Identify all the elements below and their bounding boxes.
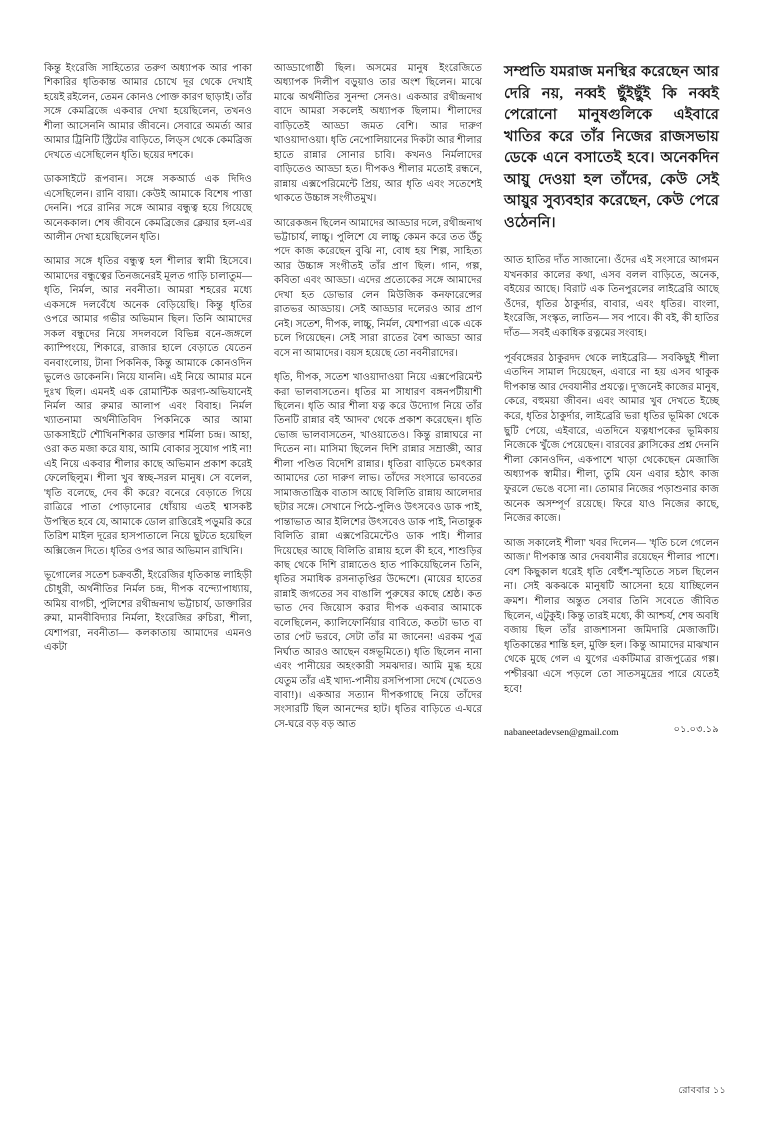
paragraph: কিন্তু ইংরেজি সাহিত্যের তরুণ অধ্যাপক আর পাকা শিকারির ধৃতিকান্ত আমার চোখে দূর থেকে দেখাই হয়েই রইলেন, তেমন কোনও পোক্ত কারণ ছাড়াই। তাঁর সঙ্গে কেমব্রিজে একবার দেখা হয়েছিলেন, তখনও শীলা আসেননি আমার জীবনে। সেবারে অমর্ত্য আর আমার ট্রিনিটি স্ট্রিটের বাড়িতে, লিড্‌স থেকে কেমব্রিজ দেখতে এসেছিলেন ধৃতি। ছয়ের দশকে। bbox=[44, 63, 252, 161]
paragraph: আজ সকালেই শীলা' খবর দিলেন— 'ধৃতি চলে গেলেন আজ।' দীপকাস্ত আর দেবযানীর রয়েছেন শীলার পাশে। বেশ কিছুকাল ধরেই ধৃতি বেহুঁশ-স্মৃতিতে সচল ছিলেন না। সেই ঝকঝকে মানুষটি আসেনা হয়ে যাচ্ছিলেন ক্রমশ। শীলার অন্তুত সেবার তিনি সবেতে জীবিত ছিলেন, এটুকুই। কিন্তু তারই মধ্যে, কী আশ্চর্য, শেষ অবধি বজায় ছিল তাঁর রাজশাসনা জমিদারি মেজাজটি। ধৃতিকান্তের শান্তি হল, মুক্তি হল। কিন্তু আমাদের মাঝখান থেকে মুছে গেল এ যুগের একটিমাত্র রাজপুত্রের গল্প। পশ্চীরঝা এসে পড়লে তো সাতসমুদ্রের পারে যেতেই হবে! bbox=[504, 537, 719, 695]
paragraph: ধৃতি, দীপক, সতেশ খাওয়াদাওয়া নিয়ে এক্সপেরিমেন্ট করা ভালবাসতেন। ধৃতির মা সাধারণ বঙ্গনপটীয়াশী ছিলেন। ধৃতি আর শীলা যত্ন করে উদ্যোগ নিয়ে তাঁর তিনটি রান্নার বই 'আদব' থেকে প্রকাশ করেছেন। ধৃতি ভোজ ভালবাসতেন, খাওয়াতেও। কিন্তু রান্নাঘরে না দিতেন না। মাসিমা ছিলেন দিশি রান্নার সম্রাজ্ঞী, আর শীলা পণ্ডিত বিদেশি রান্নার। ধৃতিরা বাড়িতে চমৎকার আমাদের তো দারুণ লাভ। তাঁদের সংসারে ভাবতের সামাজতান্ত্রিক বাতাস আছে বিলিতি রান্নায় আলেদার ছটার সঙ্গে। সেখানে পিঠে-পুলিও উৎসবেও ডাক পাই, পান্তাভাত আর ইলিশের উৎসবেও ডাক পাই, নিতান্তুক বিলিতি রান্না এক্সপেরিমেন্টেও ডাক পাই। শীলার দিয়েছের আছে বিলিতি রান্নায় হলে কী হবে, শাশুড়ির কাছ থেকে দিশি রান্নাতেও হাত পাকিয়েছিলেন তিনি, ধৃতির সমাধিক রসনাতৃপ্তির উদ্দেশে। (মায়ের হাতের রান্নাই জগতের সব বাঙালি পুরুষের কাছে শ্রেষ্ঠ। কত ভাত দেব জিয়োস করার দীপক একবার আমাকে বলেছিলেন, ক্যালিফোর্নিয়ার বাবিতে, কতটা ভাত বা তার পেট ভরবে, সেটা তাঁর মা জানেন! এরকম পুত্র নির্ঘাত আরও আছেন বঙ্গভূমিতে।) ধৃতি ছিলেন নানা এবং পানীয়ের অহংকারী সমঝদার। আমি মুগ্ধ হয়ে যেতুম তাঁর এই খাদ্য-পানীয় রসপিপাসা দেখে (খেতেও বাবা!)। একআর সত্যান দীপকগাছে নিয়ে তাঁদের সংসারটি ছিল আনন্দের হাট। ধৃতির বাড়িতে এ-ঘরে সে-ঘরে বড় বড় আত bbox=[274, 372, 482, 730]
article-columns bbox=[44, 62, 726, 1057]
column-three bbox=[504, 62, 719, 1057]
page-footer: রোববার ১১ bbox=[678, 1085, 726, 1096]
paragraph: ডাকসাইটে রূপবান। সঙ্গে সকআর্ড এক দিদিও এসেছিলেন। রানি বায়া। কেউই আমাকে বিশেষ পাত্তা দেননি। পরে রানির সঙ্গে আমার বন্ধুত্ব হয়ে গিয়েছে অনেককাল। শেষ জীবনে কেমব্রিজের ক্লেয়ার হল-এর আলীন দেখা হয়েছিলেন ধৃতি। bbox=[44, 174, 252, 243]
paragraph: ভূগোলের সতেশ চক্রবর্তী, ইংরেজির ধৃতিকান্ত লাহিড়ী চৌধুরী, অর্থনীতির নির্মল চন্দ্র, দীপক বন্দ্যোপাধ্যায়, অমিয় বাগচী, পুলিশের রথীন্দ্রনাথ ভট্টাচার্য, ডাক্তারির রুমা, মানবীবিদ্যার নির্মলা, ইংরেজির রুচিরা, শীলা, যেশাপরা, নবনীতা— কলকাতায় আমাদের এমনও একটা bbox=[44, 569, 252, 654]
paragraph: আড্ডাগোষ্ঠী ছিল। অসমের মানুষ ইংরেজিতে অধ্যাপক দিলীপ বড়ুয়াও তার অংশ ছিলেন। মাঝে মাঝে অর্থনীতির সুনন্দা সেনও। একআর রথীন্দ্রনাথ বাদে আমরা সকলেই অধ্যাপক ছিলাম। শীলাদের বাড়িতেই আড্ডা জমত বেশি। আর দারুণ খাওয়াদাওয়া। ধৃতি নেপোলিয়ানের দিকটা আর শীলার হাতে রান্নার সোনার চাবি। কখনও নির্মলাদের বাড়িতেও আড্ডা হত। দীপকও শীলার মতোই রন্ধনে, রান্নায় এক্সপেরিমেন্টে প্রিয়, আর ধৃতি এবং সতেশেই থাকতে উচ্চাঙ্গ সংগীতমুখ। bbox=[274, 63, 482, 205]
paragraph: আত হাতির দাঁত সাজানো। ওঁদের এই সংসারে আগমন যখনকার কালের কথা, এসব বলল বাড়িতে, অনেক, বইয়ের আছে। বিরাট এক তিনপুরলের লাইব্রেরি আছে ওঁদের, ধৃতির ঠাকুর্দার, বাবার, এবং ধৃতির। বাংলা, ইংরেজি, সংস্কৃত, লাতিন— সব পাবে। কী বই, কী হাতির দাঁত— সবই একাধিক রত্নমের সংবাহ। bbox=[504, 255, 719, 339]
paragraph: আরেকজন ছিলেন আমাদের আড্ডার দলে, রথীন্দ্রনাথ ভট্টাচার্য, লাচ্চু। পুলিশে যে লাচ্চু কেমন করে তত উঁচু পদে কাজ করেছেন বুঝি না, বোধ হয় শিল্প, সাহিত্য আর উচ্চাঙ্গ সংগীতই তাঁর প্রাণ ছিল। গান, গল্প, কবিতা এবং আড্ডা। এদের প্রত্যেকের সঙ্গে আমাদের দেখা হত ডোভার লেন মিউজিক কনফারেন্সের রাতভর আড্ডায়। সেই আড্ডার দলেরও আর প্রাণ নেই। সতেশ, দীপক, লাচ্চু, নির্মল, যেশাপরা একে একে চলে গিয়েছেন। সেই সারা রাতের বৈশ আড্ডা আর বসে না আমাদের। বয়স হয়েছে তো নবনীরাদের। bbox=[274, 217, 482, 359]
column-two bbox=[274, 62, 482, 1057]
column-one bbox=[44, 62, 252, 1057]
paragraph: পূর্ববঙ্গেরর ঠাকুরদদ থেকে লাইব্রেরি— সবকিছুই শীলা এতদিন সামাল দিয়েছেন, এবারে না হয় এসব থাকুক দীপকান্ত আর দেবযানীর প্রযত্নে। দু'জনেই কাজের মানুষ, কেরে, বহুময়া জীবন। এবং আমার খুব দেখতে ইচ্ছে করে, ধৃতির ঠাকুর্দার, লাইব্রেরি ভরা ধৃতির ভূমিকা থেকে ছুটি পেয়ে, এইবারে, এতদিনে যত্নধাপকের ভূমিকায় নিজেকে খুঁজে পেয়েছেন। বারবের ক্লাসিকের প্রশ্ন দেননি শীলা কোনওদিন, একপাশে খাড়া থেকেছেন মেজাজি অধ্যাপক স্বামীর। শীলা, তুমি যেন এবার হঠাৎ কাজ ফুরলে ভেঙে বসো না। তোমার নিজের পড়াশুনার কাজ অনেক অসম্পূর্ণ রয়েছে। ফিরে যাও নিজের কাছে, নিজের কাজে। bbox=[504, 352, 719, 525]
author-email[interactable]: nabaneetadevsen@gmail.com bbox=[504, 727, 619, 739]
paragraph: আমার সঙ্গে ধৃতির বন্ধুত্ব হল শীলার স্বামী হিসেবে। আমাদের বন্ধুত্বের তিনজনেরই মূলত গাড়ি চালাতুম— ধৃতি, নির্মল, আর নবনীতা। আমরা শহরের মধ্যে একসঙ্গে দলবেঁধে অনেক বেড়িয়েছি। কিন্তু ধৃতির ওপরে আমার গভীর অভিমান ছিল। তিনি আমাদের সকল বন্ধুদের নিয়ে সদলবলে বিভিন্ন বনে-জঙ্গলে ক্যাম্পিংয়ে, শিকারে, রাজার হালে বেড়াতে যেতেন বনবাংলোয়, টানা পিকনিক, কিন্তু আমাকে কোনওদিন ভুলেও ডাকেননি। নিয়ে যাননি। এই নিয়ে আমার মনে দুঃখ ছিল। এমনই এক রোমান্টিক অরণ্য-অভিযানেই নির্মল আর রুমার আলাপ এবং বিবাহ। নির্মল খ্যাতনামা অর্থনীতিবিদ পিকনিকে আর আমা ডাকসাইটে শৌখিনশিকার ডাক্তার শর্মিলা চন্দ্র। আহা, ওরা কত মজা করে যায়, আমি বোকার সুযোগ পাই না! এই নিয়ে একবার শীলার কাছে অভিমান প্রকাশ করেই ফেলেছিলুম। শীলা খুব স্বচ্ছ-সরল মানুষ। সে বলেল, 'ধৃতি বলেছে, দেব কী করে? বনেরে বেড়াতে গিয়ে রাত্রিরে পাতা পোড়ানোর ধোঁয়ায় এতই শ্বাসকষ্ট উপস্থিত হবে যে, আমাকে ডোল রাত্তিরেই পড়ুমরি করে তিরিশ মাইল দূরের হাসপাতালে নিয়ে ছুটতে হয়েছিল অক্সিজেন দিতে। ধৃতির ওপর আর অভিমান রাখিনি। bbox=[44, 256, 252, 557]
pull-quote: সম্প্রতি যমরাজ মনস্থির করেছেন আর দেরি নয়, নব্বই ছুঁইছুঁই কি নব্বই পেরোনো মানুষগুলিকে এইবারে খাতির করে তাঁর নিজের রাজসভায় ডেকে এনে বসাতেই হবে। অনেকদিন আয়ু দেওয়া হল তাঁদের, কেউ সেই আয়ুর সুব্যবহার করেছেন, কেউ পেরে ওঠেননি। bbox=[504, 64, 719, 231]
byline-block bbox=[504, 723, 719, 738]
publication-date: ০১.০৩.১৯ bbox=[673, 724, 719, 736]
